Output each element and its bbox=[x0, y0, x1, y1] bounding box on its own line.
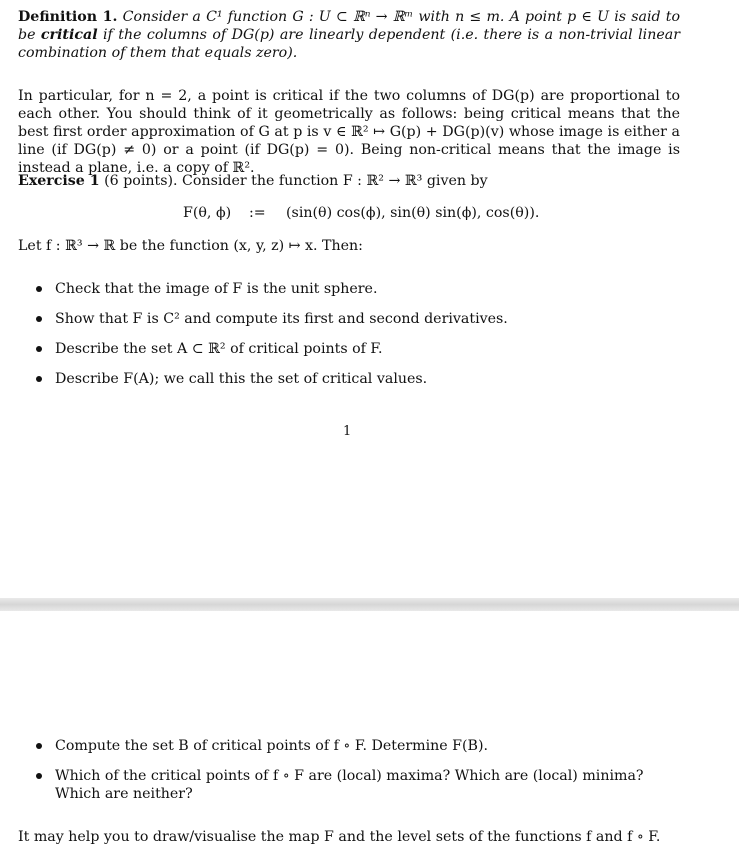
list-item: Describe the set A ⊂ ℝ² of critical points of F. bbox=[36, 340, 686, 358]
exercise-heading: Exercise 1 bbox=[18, 173, 100, 189]
list-item: Which of the critical points of f ∘ F are (local) maxima? Which are (local) minima? Which are neither? bbox=[36, 767, 686, 803]
equation-operator: := bbox=[249, 205, 266, 221]
particular-paragraph: In particular, for n = 2, a point is critical if the two columns of DG(p) are proportional to each other. You should think of it geometrically as follows: being critical means that the best first order approximation of G at p is v ∈ ℝ² ↦ G(p) + DG(p)(v) whose image is either a line (if DG(p) ≠ 0) or a point (if DG(p) = 0). Being non-critical means that the image is instead a plane, i.e. a copy of ℝ². bbox=[18, 88, 680, 176]
task-list-2 bbox=[36, 737, 686, 803]
equation-rhs: (sin(θ) cos(ϕ), sin(θ) sin(ϕ), cos(θ)). bbox=[286, 205, 540, 221]
task-list-1 bbox=[36, 280, 686, 388]
let-line: Let f : ℝ³ → ℝ be the function (x, y, z) ↦ x. Then: bbox=[18, 238, 363, 254]
list-item: Describe F(A); we call this the set of critical values. bbox=[36, 370, 686, 388]
exercise-text: (6 points). Consider the function F : ℝ² → ℝ³ given by bbox=[99, 173, 488, 189]
list-item: Compute the set B of critical points of f ∘ F. Determine F(B). bbox=[36, 737, 686, 755]
closing-remark: It may help you to draw/visualise the map F and the level sets of the functions f and f ∘ F. bbox=[18, 829, 661, 845]
page-2 bbox=[0, 611, 739, 849]
definition-term: critical bbox=[40, 27, 98, 43]
exercise-intro bbox=[18, 172, 680, 190]
definition-text-1: Consider a C¹ function G : U ⊂ ℝⁿ → ℝᵐ with n ≤ m. A point p ∈ U is said to be bbox=[18, 9, 680, 43]
page-number: 1 bbox=[343, 424, 352, 439]
list-item: Check that the image of F is the unit sphere. bbox=[36, 280, 686, 298]
list-item: Show that F is C² and compute its first and second derivatives. bbox=[36, 310, 686, 328]
definition-heading: Definition 1. bbox=[18, 9, 118, 25]
equation-lhs: F(θ, ϕ) bbox=[183, 205, 232, 221]
definition-text-2: if the columns of DG(p) are linearly dependent (i.e. there is a non-trivial linear combination of them that equals zero). bbox=[18, 27, 680, 61]
definition-paragraph bbox=[18, 8, 680, 62]
page-separator bbox=[0, 598, 739, 611]
